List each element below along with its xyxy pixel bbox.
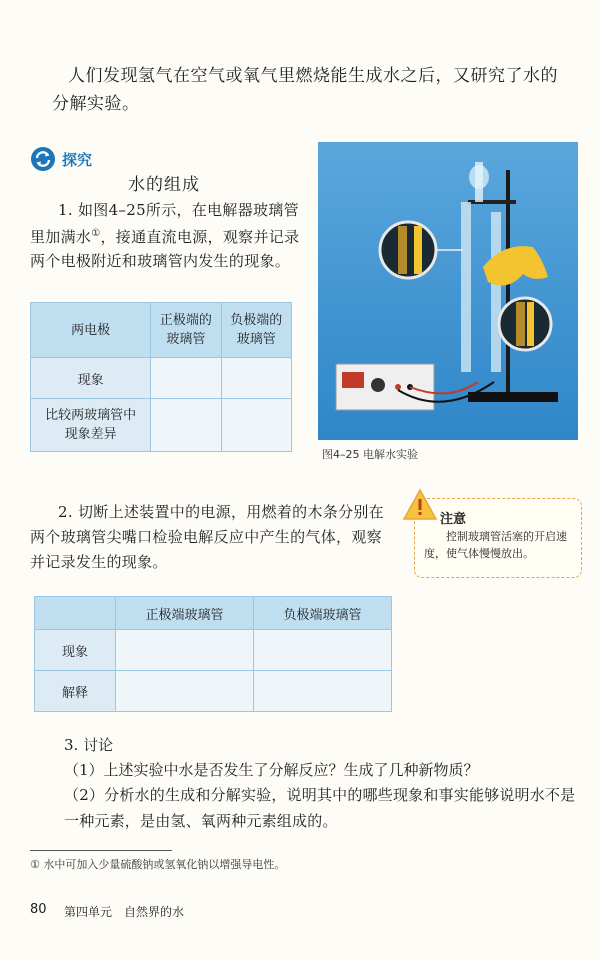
- table1-header-negative: 负极端的 玻璃管: [221, 303, 291, 358]
- explore-label: 探究: [62, 150, 93, 169]
- table1-cell[interactable]: [151, 399, 221, 452]
- gas-test-table: [34, 596, 392, 712]
- table2-header-negative: 负极端玻璃管: [254, 597, 392, 630]
- table2-cell[interactable]: [116, 630, 254, 671]
- table1-cell[interactable]: [221, 358, 291, 399]
- table2-cell[interactable]: [254, 630, 392, 671]
- footnote: ① 水中可加入少量硫酸钠或氢氧化钠以增强导电性。: [30, 858, 286, 871]
- figure-caption: 图4–25 电解水实验: [322, 448, 418, 461]
- table-row: [35, 671, 392, 712]
- observation-table: [30, 302, 292, 452]
- table-row: [31, 399, 292, 452]
- table1-row-label: 现象: [31, 358, 151, 399]
- question-2: （2）分析水的生成和分解实验，说明其中的哪些现象和事实能够说明水不是一种元素，是由氢、氧两种元素组成的。: [64, 786, 576, 830]
- footnote-mark: ①: [91, 228, 101, 239]
- table1-header-positive: 正极端的 玻璃管: [151, 303, 221, 358]
- table2-row-label: 现象: [35, 630, 116, 671]
- unit-title: 第四单元 自然界的水: [64, 905, 185, 919]
- warning-icon: [402, 488, 438, 522]
- electrolysis-apparatus-photo: [318, 142, 578, 440]
- refresh-icon: [30, 146, 56, 172]
- table1-cell[interactable]: [221, 399, 291, 452]
- step2-text: 2. 切断上述装置中的电源，用燃着的木条分别在两个玻璃管尖嘴口检验电解反应中产生的气体，观察并记录发生的现象。: [30, 503, 384, 571]
- footnote-divider: [30, 850, 172, 851]
- step1-text: 1. 如图4–25所示，在电解器玻璃管里加满水①，接通直流电源，观察并记录两个电极附近和玻璃管内发生的现象。: [30, 201, 300, 270]
- note-title: 注意: [440, 512, 467, 527]
- step3-heading: 3. 讨论: [64, 736, 114, 754]
- table2-cell[interactable]: [254, 671, 392, 712]
- table-row: [31, 358, 292, 399]
- table-row: [35, 630, 392, 671]
- note-text: 控制玻璃管活塞的开启速度，使气体慢慢放出。: [424, 530, 567, 560]
- section-title: 水的组成: [128, 175, 200, 195]
- table2-header-positive: 正极端玻璃管: [116, 597, 254, 630]
- table1-row-label: 比较两玻璃管中 现象差异: [31, 399, 151, 452]
- question-1: （1）上述实验中水是否发生了分解反应？生成了几种新物质？: [64, 761, 479, 779]
- table2-row-label: 解释: [35, 671, 116, 712]
- intro-paragraph: 人们发现氢气在空气或氧气里燃烧能生成水之后，又研究了水的分解实验。: [52, 66, 558, 114]
- table2-cell[interactable]: [116, 671, 254, 712]
- explore-heading: [30, 146, 92, 172]
- table1-cell[interactable]: [151, 358, 221, 399]
- table2-header-empty: [35, 597, 116, 630]
- page-number: 80: [30, 902, 47, 917]
- table1-header-electrodes: 两电极: [31, 303, 151, 358]
